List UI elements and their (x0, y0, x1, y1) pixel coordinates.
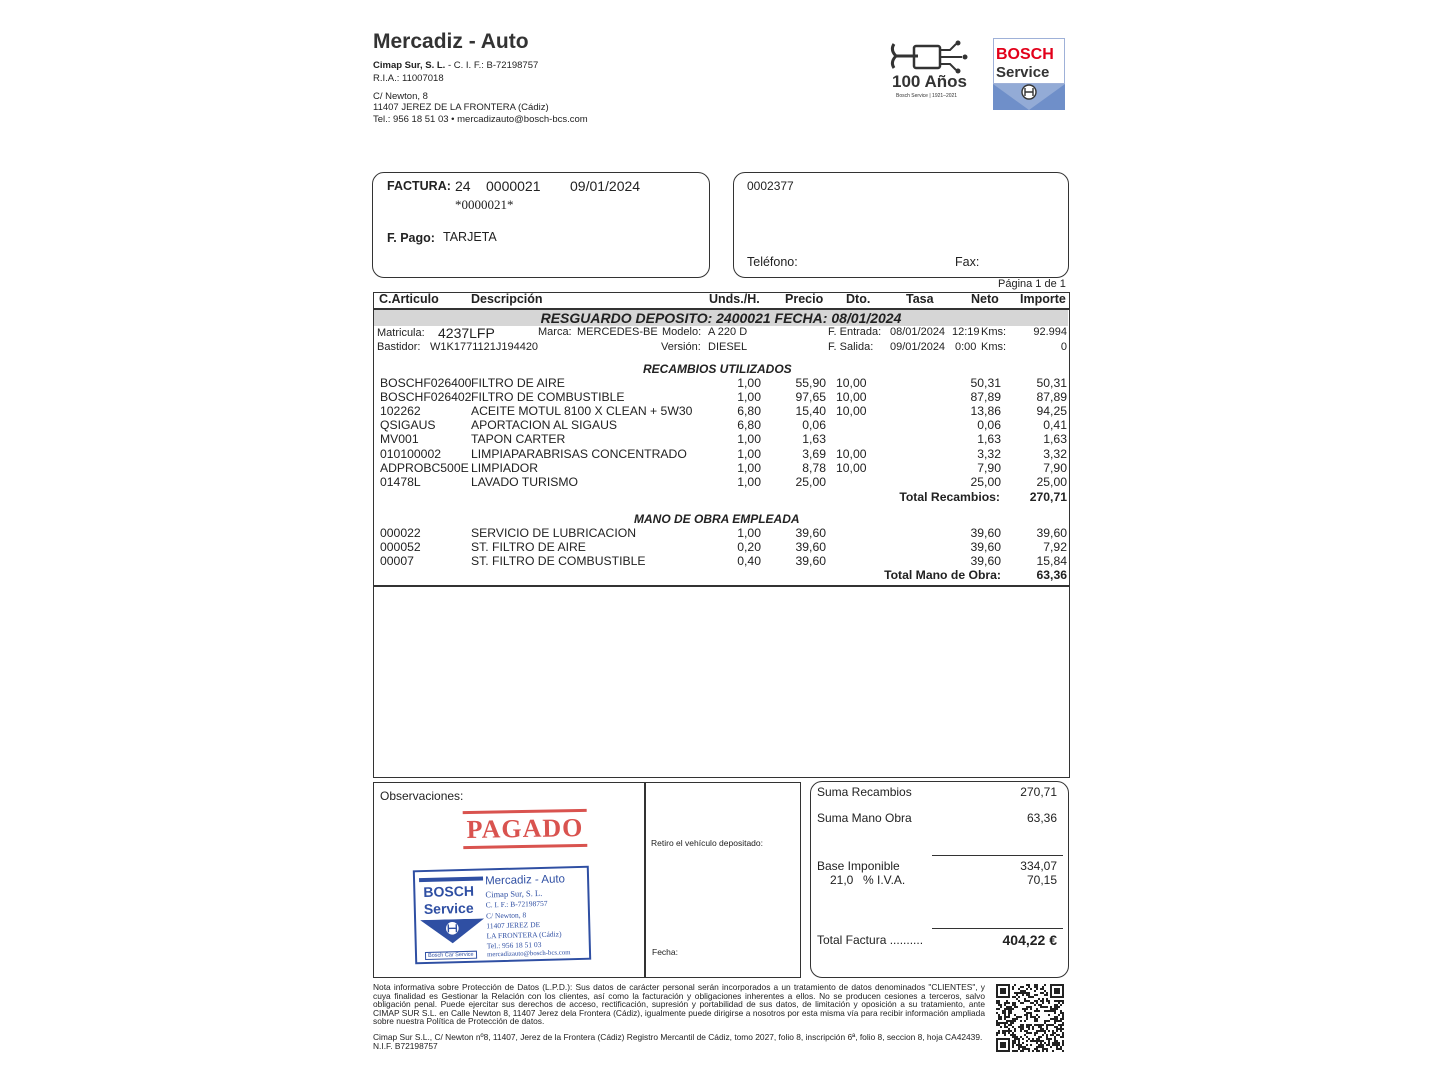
part-desc: FILTRO DE AIRE (471, 376, 565, 390)
labor-price: 39,60 (795, 540, 826, 554)
labor-code: 000022 (380, 526, 421, 540)
labor-total: 63,36 (1036, 568, 1067, 582)
iva-rate: 21,0 (830, 873, 854, 887)
kms-entrada: 92.994 (1033, 326, 1067, 338)
base-value: 334,07 (1020, 859, 1057, 873)
factura-label: FACTURA: (387, 179, 451, 193)
registry-notice: Cimap Sur S.L., C/ Newton nº8, 11407, Jerez de la Frontera (Cádiz) Registro Mercantil de Cádiz, tomo 2027, folio 8, inscripción 6ª, folio 8, seccion 8, hoja CA42439. N.I.F. B72198757 (373, 1032, 983, 1051)
invoice-series: 24 (455, 178, 471, 194)
salida-label: F. Salida: (828, 341, 874, 353)
summary-divider-2 (932, 928, 1063, 929)
part-units: 1,00 (737, 447, 761, 461)
part-importe: 50,31 (1036, 376, 1067, 390)
bastidor-label: Bastidor: (377, 341, 421, 353)
anniversary-title: 100 Años (892, 72, 967, 91)
total-factura-value: 404,22 € (1002, 932, 1057, 948)
client-code: 0002377 (747, 179, 794, 193)
part-neto: 13,86 (970, 404, 1001, 418)
qr-code (996, 984, 1064, 1052)
part-dto: 10,00 (836, 404, 867, 418)
part-desc: TAPON CARTER (471, 432, 566, 446)
fax-label: Fax: (955, 255, 980, 269)
salida-date: 09/01/2024 (890, 341, 946, 353)
part-neto: 1,63 (977, 432, 1001, 446)
col-importe: Importe (1020, 292, 1066, 306)
suma-mano-value: 63,36 (1026, 811, 1057, 825)
invoice-date: 09/01/2024 (570, 178, 641, 194)
labor-code: 00007 (380, 554, 414, 568)
part-dto: 10,00 (836, 390, 867, 404)
part-neto: 3,32 (977, 447, 1001, 461)
part-dto: 10,00 (836, 447, 867, 461)
labor-neto: 39,60 (970, 526, 1001, 540)
part-importe: 87,89 (1036, 390, 1067, 404)
pagado-stamp-text: PAGADO (466, 812, 584, 845)
version-label: Versión: (661, 341, 701, 353)
part-code: 102262 (380, 404, 421, 418)
stamp-footer: Bosch Car Service (425, 951, 477, 960)
part-units: 1,00 (737, 376, 761, 390)
table-row (0, 540, 1440, 554)
parts-total-row (0, 490, 1440, 504)
part-code: 01478L (380, 475, 421, 489)
labor-total-row (0, 568, 1440, 582)
table-row (0, 475, 1440, 489)
part-neto: 50,31 (970, 376, 1001, 390)
part-neto: 0,06 (977, 418, 1001, 432)
part-price: 8,78 (802, 461, 826, 475)
kms-label-entrada: Kms: (981, 326, 1007, 338)
part-neto: 7,90 (977, 461, 1001, 475)
part-units: 6,80 (737, 418, 761, 432)
bosch-armature-icon (993, 84, 1065, 110)
part-importe: 94,25 (1036, 404, 1067, 418)
labor-importe: 15,84 (1036, 554, 1067, 568)
telefono-label: Teléfono: (747, 255, 798, 269)
col-tasa: Tasa (906, 292, 934, 306)
company-legal: Cimap Sur, S. L. (373, 60, 446, 71)
table-row (0, 376, 1440, 390)
matricula-label: Matricula: (377, 327, 425, 339)
part-dto: 10,00 (836, 376, 867, 390)
stamp-bosch: BOSCH (423, 882, 475, 901)
labor-desc: SERVICIO DE LUBRICACION (471, 526, 637, 540)
part-importe: 7,90 (1043, 461, 1067, 475)
modelo-label: Modelo: (662, 326, 702, 338)
part-price: 0,06 (802, 418, 826, 432)
col-unidades: Unds./H. (709, 292, 760, 306)
base-label: Base Imponible (817, 859, 900, 873)
matricula-value: 4237LFP (438, 325, 495, 341)
part-code: ADPROBC500E (380, 461, 469, 475)
stamp-legal: Cimap Sur, S. L. (485, 887, 543, 900)
labor-price: 39,60 (795, 526, 826, 540)
part-desc: FILTRO DE COMBUSTIBLE (471, 390, 625, 404)
table-row (0, 432, 1440, 446)
kms-label-salida: Kms: (981, 341, 1007, 353)
part-neto: 25,00 (970, 475, 1001, 489)
anniversary-subtitle: Bosch Service | 1921–2021 (896, 93, 958, 99)
total-factura-label: Total Factura .......... (817, 933, 924, 947)
labor-importe: 7,92 (1043, 540, 1067, 554)
stamp-name: Mercadiz - Auto (484, 873, 566, 888)
company-contact: Tel.: 956 18 51 03 • mercadizauto@bosch-bcs.com (373, 114, 588, 125)
stamp-bosch-armature-icon (420, 918, 485, 946)
labor-desc: ST. FILTRO DE AIRE (471, 540, 586, 554)
bosch-service-logo (993, 38, 1065, 110)
part-importe: 1,63 (1043, 432, 1067, 446)
part-desc: ACEITE MOTUL 8100 X CLEAN + 5W30 (471, 404, 693, 418)
labor-section-title: MANO DE OBRA EMPLEADA (634, 512, 800, 526)
labor-neto: 39,60 (970, 540, 1001, 554)
part-price: 1,63 (802, 432, 826, 446)
labor-importe: 39,60 (1036, 526, 1067, 540)
stamp-cif: C. I. F.: B-72198757 (485, 898, 548, 910)
salida-hour: 0:00 (955, 341, 977, 353)
stamp-email: mercadizauto@bosch-bcs.com (486, 949, 571, 959)
retiro-label: Retiro el vehículo depositado: (651, 838, 763, 848)
stamp-tel: Tel.: 956 18 51 03 (486, 939, 542, 951)
qr-code-icon (996, 984, 1064, 1052)
marca-label: Marca: (538, 326, 572, 338)
suma-recambios-value: 270,71 (1020, 785, 1057, 799)
table-row (0, 390, 1440, 404)
company-cif: - C. I. F.: B-72198757 (447, 60, 539, 71)
part-desc: LIMPIADOR (471, 461, 539, 475)
part-price: 3,69 (802, 447, 826, 461)
version-value: DIESEL (708, 341, 748, 353)
entrada-date: 08/01/2024 (890, 326, 946, 338)
tools-icon (888, 38, 978, 76)
table-row (0, 404, 1440, 418)
invoice-number: 0000021 (486, 178, 541, 194)
bastidor-value: W1K1771121J194420 (430, 341, 539, 353)
part-units: 1,00 (737, 432, 761, 446)
part-price: 97,65 (795, 390, 826, 404)
iva-label: % I.V.A. (863, 873, 906, 887)
part-desc: LAVADO TURISMO (471, 475, 578, 489)
anniversary-logo (888, 38, 978, 102)
items-bottom-line (373, 585, 1070, 587)
table-row (0, 554, 1440, 568)
stamp-service: Service (423, 899, 474, 918)
company-ria: R.I.A.: 11007018 (373, 73, 444, 84)
deposit-banner-text: RESGUARDO DEPOSITO: 2400021 FECHA: 08/01/2024 (540, 310, 902, 326)
col-dto: Dto. (846, 292, 871, 306)
legal-notice: Nota informativa sobre Protección de Datos (L.P.D.): Sus datos de carácter personal serán incorporados a un tratamiento de datos denominados "CLIENTES", y cuya finalidad es Gestionar la Relación con los clientes, así como la facturación y obligaciones inherentes a ellos. No se producen cesiones a terceros, salvo obligación penal. Puede ejercitar sus derechos de acceso, rectificación, supresión y portabilidad de sus datos, de limitación y oposición a su tratamiento, ante CIMAP SUR S.L. en Calle Newton 8, 11407 Jerez dela Frontera (Cádiz), igualmente puede dirigirse a nosotros por esta misma vía para recibir información ampliada sobre nuestra Política de Protección de datos. (373, 982, 985, 1027)
kms-salida: 0 (1060, 341, 1067, 353)
page-indicator: Página 1 de 1 (998, 278, 1066, 290)
fecha-label: Fecha: (652, 947, 678, 957)
company-stamp (413, 866, 591, 965)
labor-price: 39,60 (795, 554, 826, 568)
entrada-label: F. Entrada: (828, 326, 882, 338)
suma-mano-label: Suma Mano Obra (817, 811, 912, 825)
part-importe: 3,32 (1043, 447, 1067, 461)
entrada-hour: 12:19 (952, 326, 980, 338)
col-neto: Neto (971, 292, 999, 306)
company-address2: 11407 JEREZ DE LA FRONTERA (Cádiz) (373, 102, 549, 113)
stamp-addr1: C/ Newton, 8 (485, 910, 527, 921)
modelo-value: A 220 D (708, 326, 748, 338)
col-descripcion: Descripción (471, 292, 543, 306)
col-precio: Precio (785, 292, 824, 306)
part-price: 25,00 (795, 475, 826, 489)
labor-hours: 1,00 (737, 526, 761, 540)
table-row (0, 526, 1440, 540)
iva-value: 70,15 (1026, 873, 1057, 887)
company-legal-line (373, 60, 538, 71)
part-units: 6,80 (737, 404, 761, 418)
part-code: BOSCHF026402 (380, 390, 472, 404)
invoice-barcode-text: *0000021* (455, 197, 514, 212)
labor-total-label: Total Mano de Obra: (884, 568, 1001, 582)
pagado-stamp (463, 809, 588, 849)
company-name: Mercadiz - Auto (373, 30, 529, 53)
part-price: 55,90 (795, 376, 826, 390)
part-code: QSIGAUS (380, 418, 436, 432)
part-desc: APORTACION AL SIGAUS (471, 418, 618, 432)
vehicle-row-1 (0, 326, 1440, 340)
part-dto: 10,00 (836, 461, 867, 475)
pago-label: F. Pago: (387, 231, 435, 245)
suma-recambios-label: Suma Recambios (817, 785, 912, 799)
observations-label: Observaciones: (380, 789, 464, 803)
observations-divider (644, 782, 646, 978)
deposit-banner (374, 310, 1068, 326)
vehicle-row-2 (0, 341, 1440, 355)
part-units: 1,00 (737, 390, 761, 404)
col-articulo: C.Articulo (379, 292, 439, 306)
labor-desc: ST. FILTRO DE COMBUSTIBLE (471, 554, 646, 568)
summary-divider-1 (932, 855, 1063, 856)
pago-value: TARJETA (443, 230, 497, 244)
labor-code: 000052 (380, 540, 421, 554)
part-neto: 87,89 (970, 390, 1001, 404)
part-code: BOSCHF026400 (380, 376, 472, 390)
company-address1: C/ Newton, 8 (373, 91, 428, 102)
table-row (0, 418, 1440, 432)
parts-total: 270,71 (1029, 490, 1067, 504)
part-units: 1,00 (737, 461, 761, 475)
part-price: 15,40 (795, 404, 826, 418)
part-importe: 0,41 (1043, 418, 1067, 432)
labor-hours: 0,40 (737, 554, 761, 568)
marca-value: MERCEDES-BE (577, 326, 658, 338)
part-desc: LIMPIAPARABRISAS CONCENTRADO (471, 447, 687, 461)
labor-neto: 39,60 (970, 554, 1001, 568)
table-row (0, 461, 1440, 475)
part-importe: 25,00 (1036, 475, 1067, 489)
stamp-addr3: LA FRONTERA (Cádiz) (486, 929, 562, 941)
bosch-logo-text: BOSCH (996, 46, 1054, 63)
part-units: 1,00 (737, 475, 761, 489)
service-logo-text: Service (996, 64, 1050, 81)
part-code: MV001 (380, 432, 419, 446)
parts-total-label: Total Recambios: (899, 490, 1000, 504)
table-row (0, 447, 1440, 461)
labor-hours: 0,20 (737, 540, 761, 554)
parts-section-title: RECAMBIOS UTILIZADOS (643, 362, 792, 376)
stamp-addr2: 11407 JEREZ DE (486, 920, 541, 931)
part-code: 010100002 (380, 447, 442, 461)
